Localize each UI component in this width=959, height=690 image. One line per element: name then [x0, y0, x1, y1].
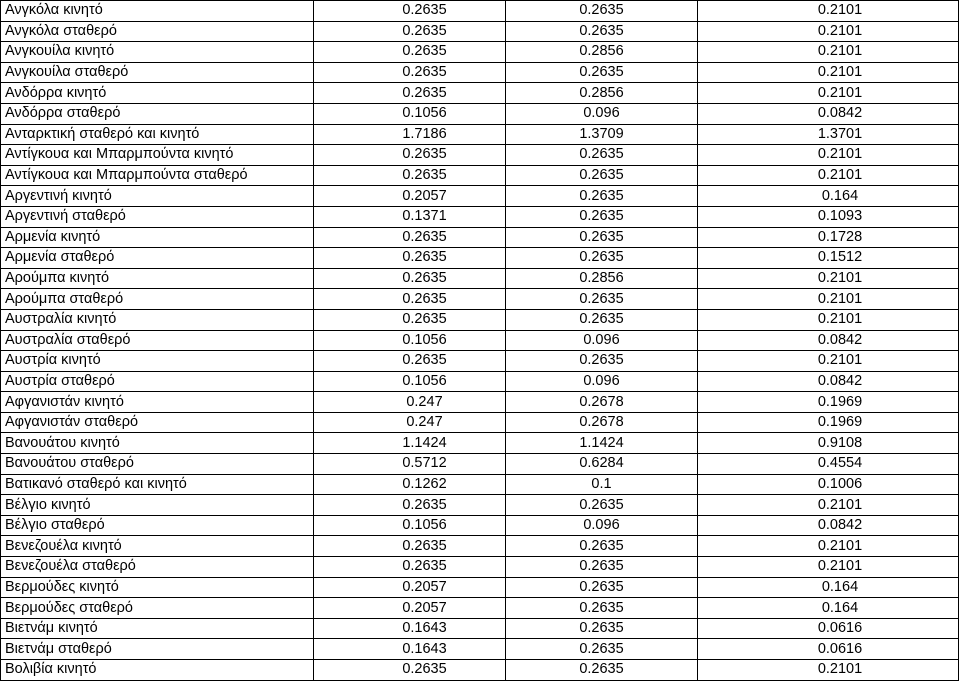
- rate-cell-3: 0.2101: [698, 536, 959, 557]
- rate-cell-1: 0.1056: [314, 330, 506, 351]
- rate-cell-2: 0.096: [506, 103, 698, 124]
- rate-cell-2: 0.1: [506, 474, 698, 495]
- destination-cell: Αρμενία σταθερό: [1, 248, 314, 269]
- table-row: [1, 515, 959, 536]
- rate-cell-3: 0.2101: [698, 1, 959, 22]
- rate-cell-2: 0.2635: [506, 145, 698, 166]
- destination-cell: Ανγκουίλα κινητό: [1, 42, 314, 63]
- rate-cell-3: 0.2101: [698, 557, 959, 578]
- rate-cell-2: 0.2635: [506, 289, 698, 310]
- destination-cell: Βατικανό σταθερό και κινητό: [1, 474, 314, 495]
- rate-cell-1: 0.2635: [314, 660, 506, 681]
- rate-cell-1: 0.1643: [314, 618, 506, 639]
- table-row: [1, 392, 959, 413]
- rate-cell-1: 0.2057: [314, 577, 506, 598]
- rate-cell-2: 0.2635: [506, 165, 698, 186]
- table-row: [1, 62, 959, 83]
- rate-cell-1: 0.2635: [314, 227, 506, 248]
- rate-cell-3: 0.2101: [698, 309, 959, 330]
- rate-cell-3: 1.3701: [698, 124, 959, 145]
- rate-cell-1: 1.1424: [314, 433, 506, 454]
- rate-cell-2: 0.2856: [506, 83, 698, 104]
- destination-cell: Βολιβία κινητό: [1, 660, 314, 681]
- destination-cell: Βερμούδες κινητό: [1, 577, 314, 598]
- rate-cell-1: 0.1056: [314, 371, 506, 392]
- rate-cell-1: 0.2635: [314, 145, 506, 166]
- destination-cell: Βέλγιο σταθερό: [1, 515, 314, 536]
- rate-cell-1: 0.247: [314, 412, 506, 433]
- table-row: [1, 536, 959, 557]
- table-row: [1, 598, 959, 619]
- rate-cell-3: 0.164: [698, 186, 959, 207]
- rate-cell-2: 0.2635: [506, 248, 698, 269]
- destination-cell: Βερμούδες σταθερό: [1, 598, 314, 619]
- table-row: [1, 660, 959, 681]
- rate-cell-3: 0.0842: [698, 103, 959, 124]
- rate-cell-3: 0.2101: [698, 83, 959, 104]
- rate-cell-2: 0.2635: [506, 21, 698, 42]
- rate-cell-1: 0.1371: [314, 206, 506, 227]
- rate-cell-1: 0.2635: [314, 62, 506, 83]
- rate-cell-3: 0.1969: [698, 392, 959, 413]
- table-row: [1, 42, 959, 63]
- table-row: [1, 103, 959, 124]
- rate-cell-3: 0.2101: [698, 145, 959, 166]
- rate-cell-2: 0.2635: [506, 577, 698, 598]
- destination-cell: Ανγκόλα κινητό: [1, 1, 314, 22]
- rate-cell-1: 0.2057: [314, 598, 506, 619]
- rate-cell-1: 0.2635: [314, 351, 506, 372]
- table-row: [1, 1, 959, 22]
- table-row: [1, 330, 959, 351]
- rate-cell-1: 0.2635: [314, 21, 506, 42]
- table-row: [1, 186, 959, 207]
- rate-cell-3: 0.4554: [698, 454, 959, 475]
- rate-cell-2: 0.2635: [506, 351, 698, 372]
- rate-cell-1: 0.247: [314, 392, 506, 413]
- table-row: [1, 474, 959, 495]
- destination-cell: Βιετνάμ κινητό: [1, 618, 314, 639]
- rate-cell-2: 0.2635: [506, 186, 698, 207]
- rate-cell-2: 0.2635: [506, 639, 698, 660]
- destination-cell: Αφγανιστάν σταθερό: [1, 412, 314, 433]
- rate-cell-1: 0.1643: [314, 639, 506, 660]
- rate-cell-1: 0.2635: [314, 1, 506, 22]
- rate-cell-3: 0.164: [698, 577, 959, 598]
- destination-cell: Αντίγκουα και Μπαρμπούντα σταθερό: [1, 165, 314, 186]
- table-row: [1, 206, 959, 227]
- rate-cell-3: 0.0616: [698, 639, 959, 660]
- rate-cell-3: 0.0842: [698, 330, 959, 351]
- table-row: [1, 433, 959, 454]
- rate-cell-3: 0.2101: [698, 165, 959, 186]
- destination-cell: Αρούμπα σταθερό: [1, 289, 314, 310]
- rate-cell-2: 0.2635: [506, 62, 698, 83]
- table-row: [1, 83, 959, 104]
- table-row: [1, 412, 959, 433]
- destination-cell: Αυστραλία σταθερό: [1, 330, 314, 351]
- table-row: [1, 495, 959, 516]
- table-row: [1, 227, 959, 248]
- rate-cell-1: 0.2057: [314, 186, 506, 207]
- table-row: [1, 454, 959, 475]
- rate-cell-3: 0.2101: [698, 268, 959, 289]
- table-row: [1, 639, 959, 660]
- destination-cell: Βιετνάμ σταθερό: [1, 639, 314, 660]
- table-row: [1, 351, 959, 372]
- destination-cell: Βενεζουέλα σταθερό: [1, 557, 314, 578]
- rate-cell-2: 0.2635: [506, 557, 698, 578]
- rate-cell-3: 0.9108: [698, 433, 959, 454]
- table-row: [1, 289, 959, 310]
- rate-cell-1: 0.2635: [314, 289, 506, 310]
- rate-cell-3: 0.0616: [698, 618, 959, 639]
- destination-cell: Αργεντινή κινητό: [1, 186, 314, 207]
- rate-cell-3: 0.1728: [698, 227, 959, 248]
- rate-cell-1: 0.1262: [314, 474, 506, 495]
- rates-table-body: [1, 1, 959, 681]
- rate-cell-2: 0.2678: [506, 392, 698, 413]
- destination-cell: Αρούμπα κινητό: [1, 268, 314, 289]
- rate-cell-1: 0.2635: [314, 83, 506, 104]
- rate-cell-2: 0.6284: [506, 454, 698, 475]
- table-row: [1, 248, 959, 269]
- rate-cell-2: 0.2635: [506, 309, 698, 330]
- destination-cell: Ανγκουίλα σταθερό: [1, 62, 314, 83]
- rate-cell-1: 0.2635: [314, 557, 506, 578]
- rate-cell-3: 0.1093: [698, 206, 959, 227]
- rate-cell-2: 0.2635: [506, 618, 698, 639]
- rate-cell-3: 0.1006: [698, 474, 959, 495]
- table-row: [1, 618, 959, 639]
- rate-cell-2: 0.2635: [506, 227, 698, 248]
- table-row: [1, 371, 959, 392]
- table-row: [1, 309, 959, 330]
- rate-cell-2: 1.3709: [506, 124, 698, 145]
- rate-cell-2: 0.096: [506, 515, 698, 536]
- rate-cell-3: 0.2101: [698, 495, 959, 516]
- rate-cell-3: 0.0842: [698, 371, 959, 392]
- rate-cell-3: 0.164: [698, 598, 959, 619]
- rate-cell-1: 1.7186: [314, 124, 506, 145]
- table-row: [1, 21, 959, 42]
- rate-cell-1: 0.2635: [314, 268, 506, 289]
- table-row: [1, 577, 959, 598]
- rate-cell-1: 0.2635: [314, 42, 506, 63]
- rate-cell-2: 0.2856: [506, 268, 698, 289]
- rate-cell-1: 0.2635: [314, 309, 506, 330]
- destination-cell: Βανουάτου σταθερό: [1, 454, 314, 475]
- rate-cell-3: 0.1512: [698, 248, 959, 269]
- rate-cell-2: 0.2635: [506, 536, 698, 557]
- rate-cell-3: 0.0842: [698, 515, 959, 536]
- rate-cell-3: 0.2101: [698, 289, 959, 310]
- rate-cell-1: 0.2635: [314, 495, 506, 516]
- rate-cell-2: 0.096: [506, 330, 698, 351]
- destination-cell: Αντίγκουα και Μπαρμπούντα κινητό: [1, 145, 314, 166]
- rate-cell-2: 0.2678: [506, 412, 698, 433]
- destination-cell: Βέλγιο κινητό: [1, 495, 314, 516]
- destination-cell: Ανγκόλα σταθερό: [1, 21, 314, 42]
- destination-cell: Αυστρία κινητό: [1, 351, 314, 372]
- rate-cell-1: 0.2635: [314, 165, 506, 186]
- destination-cell: Ανδόρρα σταθερό: [1, 103, 314, 124]
- table-row: [1, 124, 959, 145]
- rate-cell-2: 0.2856: [506, 42, 698, 63]
- table-row: [1, 557, 959, 578]
- rate-cell-2: 0.2635: [506, 495, 698, 516]
- rate-cell-3: 0.2101: [698, 351, 959, 372]
- destination-cell: Ανταρκτική σταθερό και κινητό: [1, 124, 314, 145]
- rate-cell-1: 0.2635: [314, 248, 506, 269]
- rate-cell-2: 0.2635: [506, 1, 698, 22]
- rate-cell-2: 0.2635: [506, 206, 698, 227]
- destination-cell: Αυστραλία κινητό: [1, 309, 314, 330]
- rate-cell-2: 0.2635: [506, 598, 698, 619]
- rate-cell-3: 0.2101: [698, 42, 959, 63]
- destination-cell: Βενεζουέλα κινητό: [1, 536, 314, 557]
- destination-cell: Ανδόρρα κινητό: [1, 83, 314, 104]
- rate-cell-3: 0.2101: [698, 21, 959, 42]
- rate-cell-1: 0.1056: [314, 515, 506, 536]
- table-row: [1, 165, 959, 186]
- destination-cell: Αρμενία κινητό: [1, 227, 314, 248]
- rate-cell-1: 0.5712: [314, 454, 506, 475]
- destination-cell: Αυστρία σταθερό: [1, 371, 314, 392]
- rate-cell-1: 0.2635: [314, 536, 506, 557]
- table-row: [1, 268, 959, 289]
- destination-cell: Αργεντινή σταθερό: [1, 206, 314, 227]
- destination-cell: Αφγανιστάν κινητό: [1, 392, 314, 413]
- rate-cell-1: 0.1056: [314, 103, 506, 124]
- rate-cell-3: 0.2101: [698, 62, 959, 83]
- rate-cell-2: 0.2635: [506, 660, 698, 681]
- table-row: [1, 145, 959, 166]
- rate-cell-2: 1.1424: [506, 433, 698, 454]
- rate-cell-3: 0.2101: [698, 660, 959, 681]
- destination-cell: Βανουάτου κινητό: [1, 433, 314, 454]
- rate-cell-3: 0.1969: [698, 412, 959, 433]
- rate-cell-2: 0.096: [506, 371, 698, 392]
